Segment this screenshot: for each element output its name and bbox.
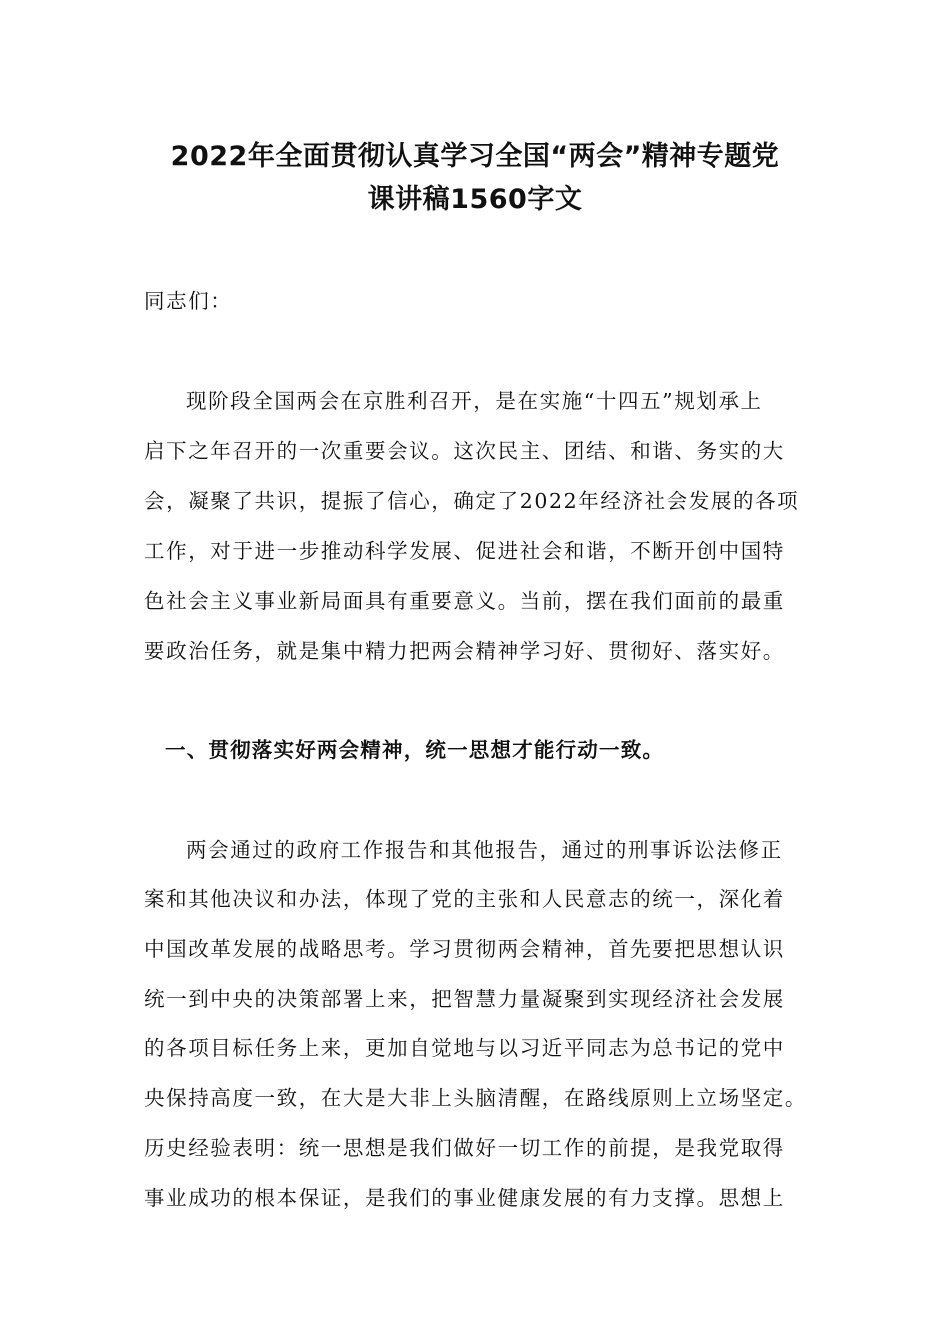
paragraph-1-line: 工作，对于进一步推动科学发展、促进社会和谐，不断开创中国特 (144, 539, 785, 563)
document-title-line-2: 课讲稿1560字文 (367, 184, 583, 215)
section-heading-1: 一、贯彻落实好两会精神，统一思想才能行动一致。 (165, 738, 665, 762)
paragraph-2-line: 事业成功的根本保证，是我们的事业健康发展的有力支撑。思想上 (144, 1186, 785, 1210)
paragraph-2-line: 历史经验表明：统一思想是我们做好一切工作的前提，是我党取得 (144, 1136, 785, 1160)
paragraph-1-line: 会，凝聚了共识，提振了信心，确定了2022年经济社会发展的各项 (144, 489, 800, 513)
paragraph-1-line: 现阶段全国两会在京胜利召开，是在实施“十四五”规划承上 (186, 389, 763, 413)
paragraph-1-line: 要政治任务，就是集中精力把两会精神学习好、贯彻好、落实好。 (144, 639, 785, 663)
paragraph-2-line: 两会通过的政府工作报告和其他报告，通过的刑事诉讼法修正 (186, 838, 783, 862)
paragraph-2-line: 央保持高度一致，在大是大非上头脑清醒，在路线原则上立场坚定。 (144, 1086, 807, 1110)
paragraph-1-line: 色社会主义事业新局面具有重要意义。当前，摆在我们面前的最重 (144, 589, 785, 613)
paragraph-2-line: 的各项目标任务上来，更加自觉地与以习近平同志为总书记的党中 (144, 1036, 785, 1060)
paragraph-2-line: 中国改革发展的战略思考。学习贯彻两会精神，首先要把思想认识 (144, 937, 785, 961)
paragraph-2-line: 统一到中央的决策部署上来，把智慧力量凝聚到实现经济社会发展 (144, 987, 785, 1011)
paragraph-1-line: 启下之年召开的一次重要会议。这次民主、团结、和谐、务实的大 (144, 439, 785, 463)
document-title-line-1: 2022年全面贯彻认真学习全国“两会”精神专题党 (170, 141, 780, 172)
greeting: 同志们： (144, 289, 233, 313)
paragraph-2-line: 案和其他决议和办法，体现了党的主张和人民意志的统一，深化着 (144, 887, 785, 911)
